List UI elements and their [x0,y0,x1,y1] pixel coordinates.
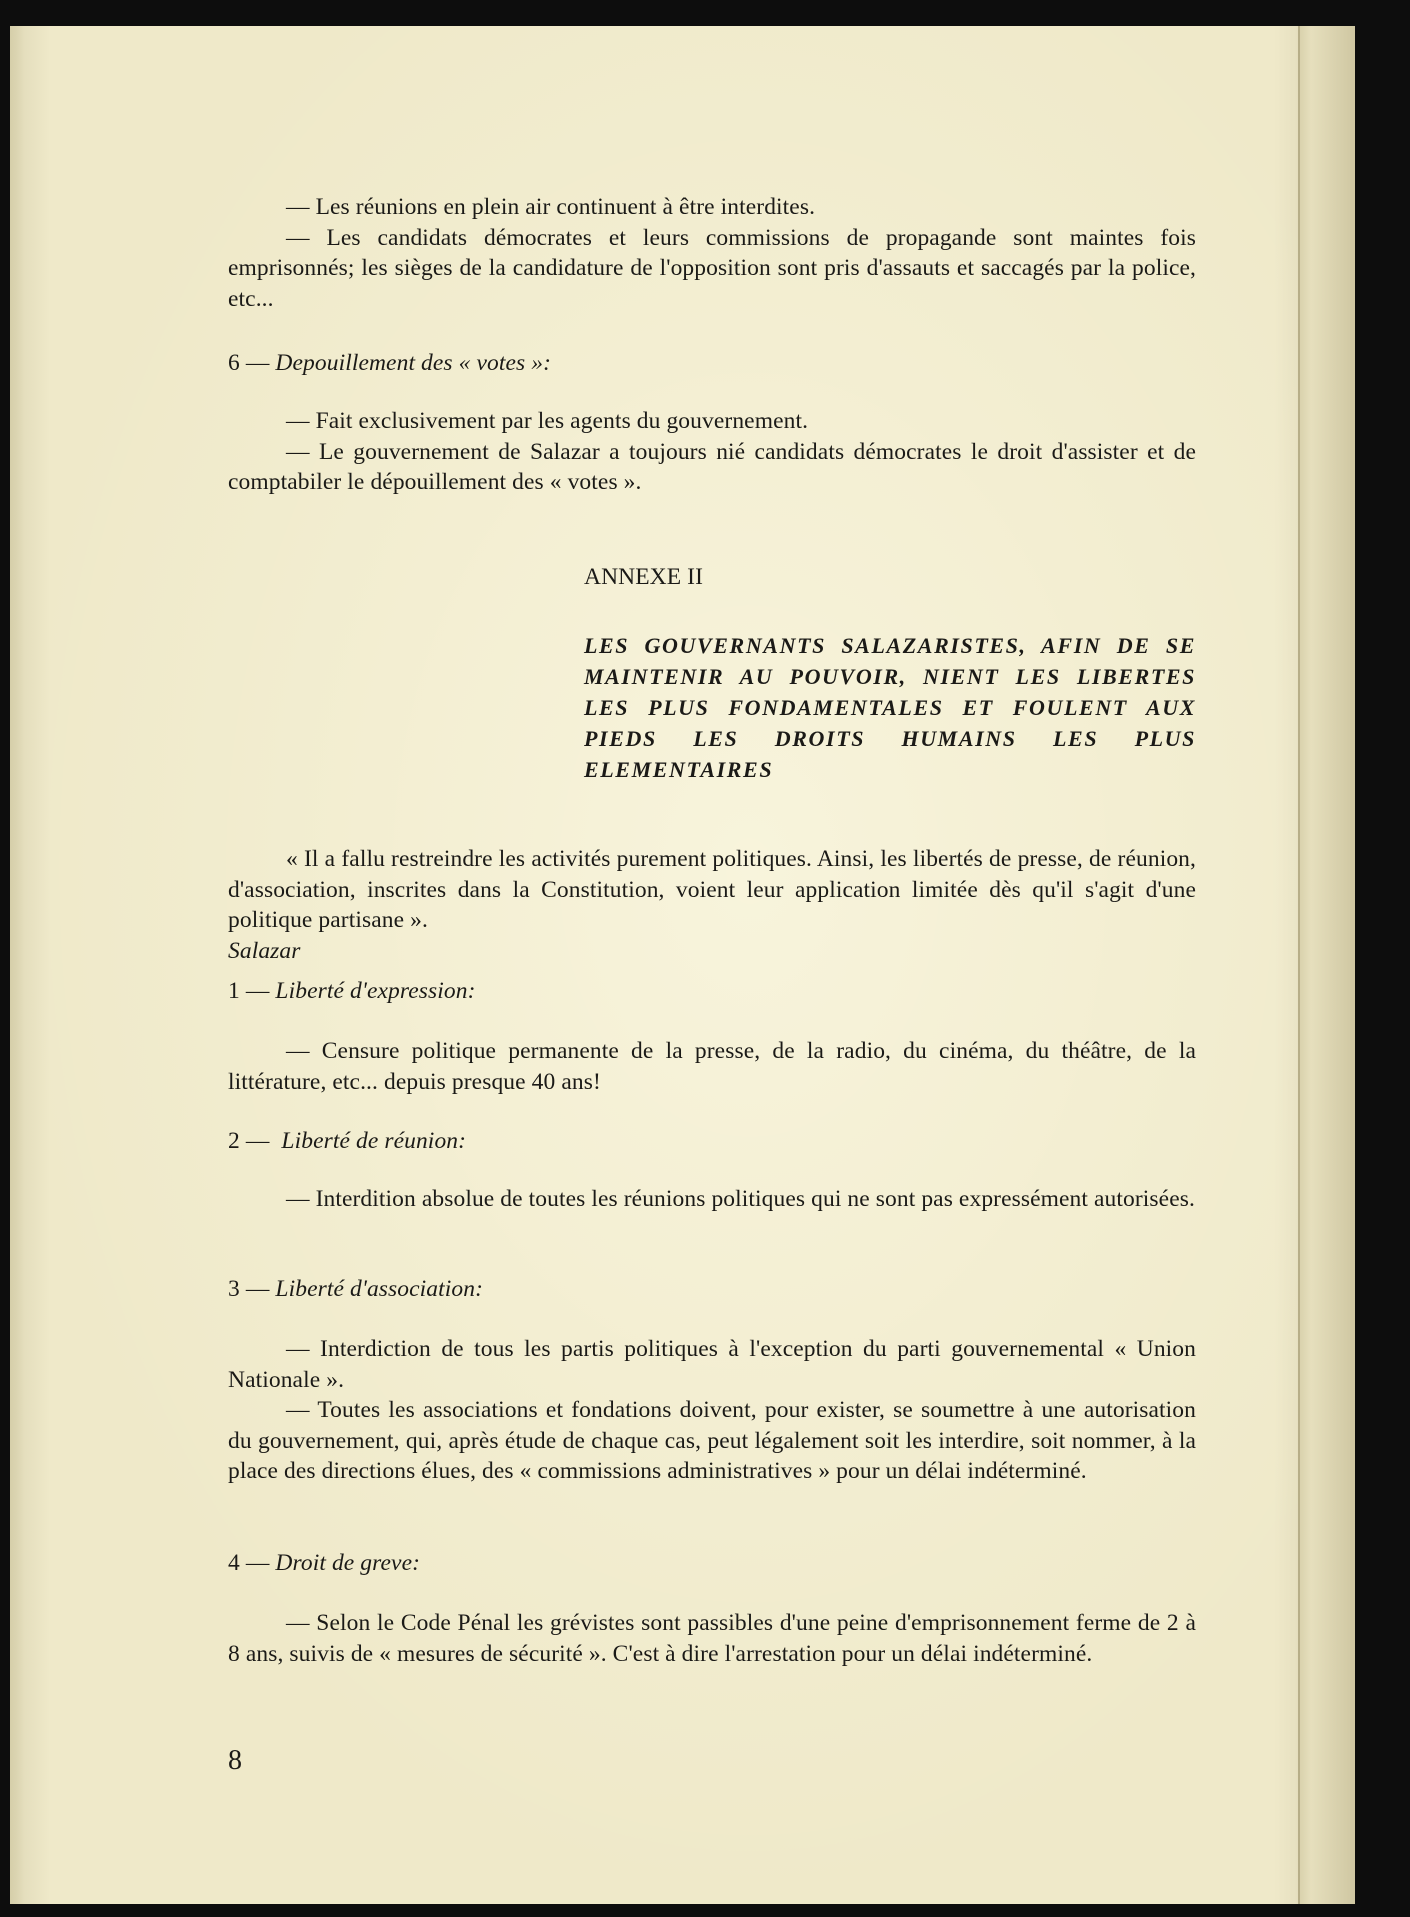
section-body-6 [228,406,1196,498]
section-heading-4 [228,1548,1196,1579]
section-title: Liberté d'expression: [275,978,476,1004]
section-heading-3 [228,1274,1196,1305]
section-body-1: — Censure politique permanente de la presse, de la radio, du cinéma, du théâtre, de la littérature, etc... depuis presque 40 ans! [228,1038,1196,1095]
document-page [10,26,1355,1904]
section-title: Droit de greve: [275,1550,421,1576]
section-heading-6 [228,348,1196,379]
section-number: 3 — [228,1276,270,1302]
page-number: 8 [228,1745,243,1776]
next-page-edge [1298,26,1355,1904]
section-body-3 [228,1334,1196,1487]
section-body-2: — Interdition absolue de toutes les réunions politiques qui ne sont pas expressément autorisées. [286,1186,1195,1212]
section-body-4: — Selon le Code Pénal les grévistes sont passibles d'une peine d'emprisonnement ferme de 2 à 8 ans, suivis de « mesures de sécurité ». C'est à dire l'arrestation pour un délai indéterminé. [228,1610,1196,1667]
section-number: 2 — [228,1128,270,1154]
page-fold-shadow [10,26,24,1904]
section-number: 1 — [228,978,270,1004]
paragraph: — Interdiction de tous les partis politiques à l'exception du parti gouvernemental « Union Nationale ». [228,1336,1196,1393]
quote-text: « Il a fallu restreindre les activités purement politiques. Ainsi, les libertés de presse, de réunion, d'association, inscrites dans la Constitution, voient leur application limitée dès qu'il s'agit d'une politique partisane ». [228,846,1196,933]
quote [228,844,1196,966]
section-heading-2 [228,1126,1196,1157]
section-title: Depouillement des « votes »: [275,350,552,376]
section-number: 4 — [228,1550,270,1576]
section-title: Liberté de réunion: [281,1128,467,1154]
section-title: Liberté d'association: [275,1276,484,1302]
paragraph: — Toutes les associations et fondations doivent, pour exister, se soumettre à une autorisation du gouvernement, qui, après étude de chaque cas, peut légalement soit les interdire, soit nommer, à la place des directions élues, des « commissions administratives » pour un délai indéterminé. [228,1397,1196,1484]
paragraph: — Le gouvernement de Salazar a toujours nié candidats démocrates le droit d'assister et de comptabiler le dépouillement des « votes ». [228,438,1196,495]
paragraph: — Les réunions en plein air continuent à être interdites. [286,194,816,220]
paragraph: — Les candidats démocrates et leurs commissions de propagande sont maintes fois emprisonnés; les sièges de la candidature de l'opposition sont pris d'assauts et saccagés par la police, etc... [228,224,1196,312]
section-number: 6 — [228,350,270,376]
annex-title: ANNEXE II [584,564,704,590]
section-heading-1 [228,976,1196,1007]
quote-author: Salazar [228,937,301,964]
intro-paragraphs [228,192,1196,314]
annex-subtitle: LES GOUVERNANTS SALAZARISTES, AFIN DE SE MAINTENIR AU POUVOIR, NIENT LES LIBERTES LES PLUS FONDAMENTALES ET FOULENT AUX PIEDS LES DROITS HUMAINS LES PLUS ELEMENTAIRES [584,633,1196,782]
paragraph: — Fait exclusivement par les agents du gouvernement. [286,408,809,434]
